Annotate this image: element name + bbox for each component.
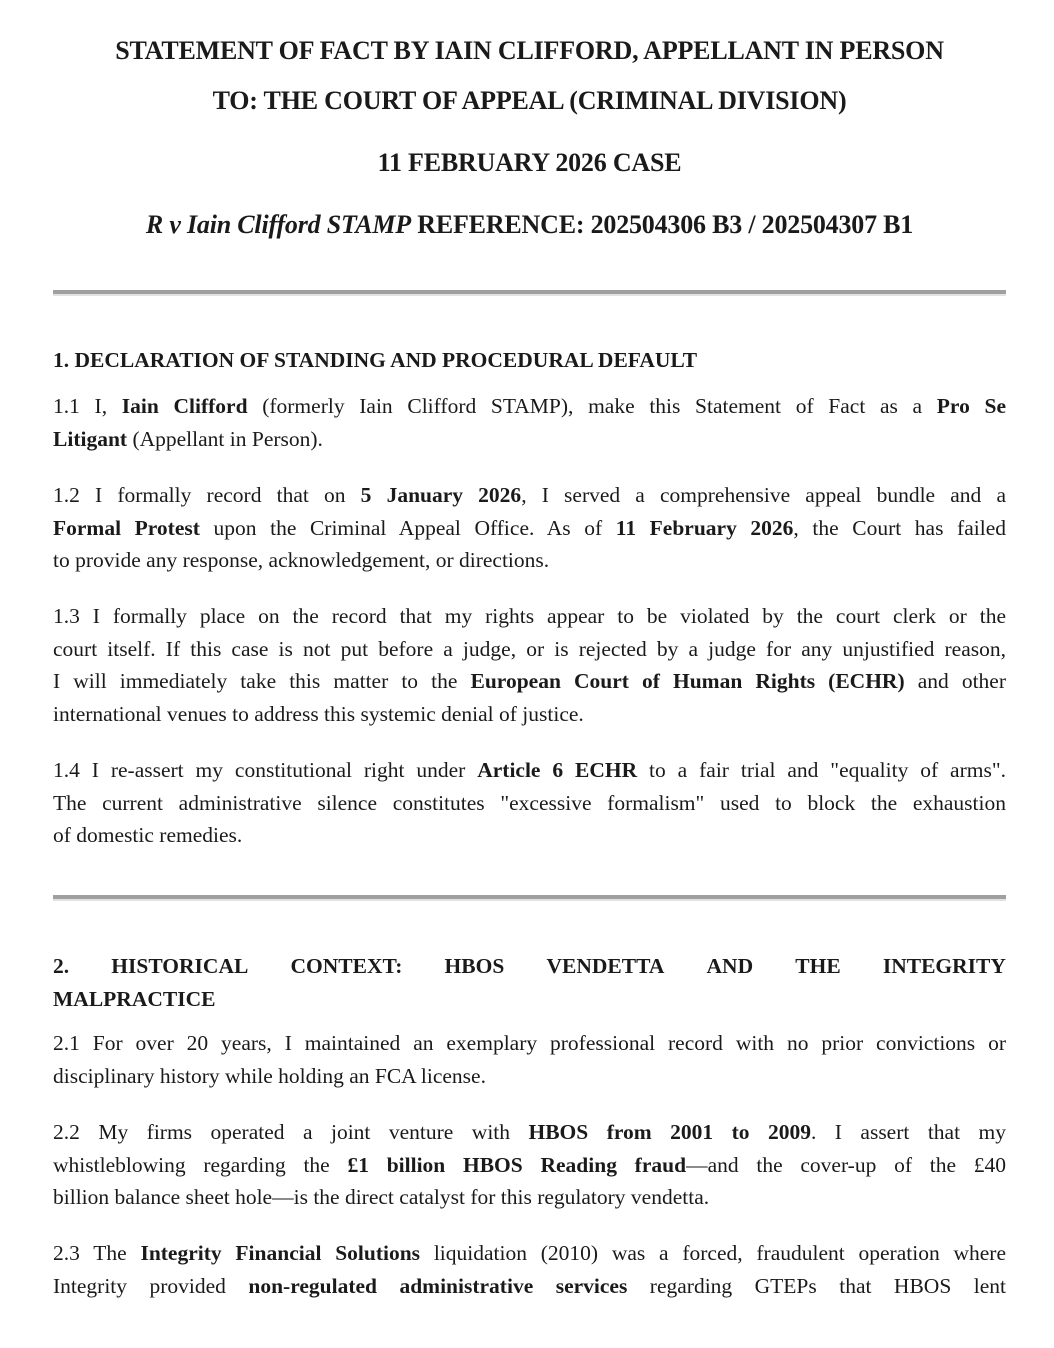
- heading-word: INTEGRITY: [882, 954, 1006, 978]
- section-2-heading: [53, 950, 1006, 1016]
- heading-word: 2.: [53, 954, 70, 978]
- text: 2.3 The: [53, 1241, 141, 1265]
- text: billion balance sheet hole—is the direct catalyst for this regulatory vendetta.: [53, 1185, 710, 1209]
- text: court itself. If this case is not put before a judge, or is rejected by a judge for any unjustified reason,: [53, 636, 1006, 661]
- text: . I assert that my: [810, 1120, 1006, 1144]
- addressee-line: TO: THE COURT OF APPEAL (CRIMINAL DIVISION): [212, 86, 847, 115]
- text: , the Court has failed: [793, 515, 1006, 540]
- bold-text: £1 billion HBOS Reading fraud: [347, 1152, 687, 1177]
- text: disciplinary history while holding an FCA license.: [53, 1063, 486, 1088]
- section-2-heading-line-1: [53, 950, 1006, 983]
- heading-word: CONTEXT:: [290, 954, 403, 978]
- horizontal-divider: [53, 290, 1006, 296]
- bold-text: Integrity Financial Solutions: [140, 1241, 421, 1265]
- case-date-line: 11 FEBRUARY 2026 CASE: [377, 148, 682, 177]
- text: 2.1 For over 20 years, I maintained an exemplary professional record with no prior convictions or: [53, 1031, 1006, 1055]
- text: of domestic remedies.: [53, 823, 243, 847]
- text: international venues to address this systemic denial of justice.: [53, 701, 584, 726]
- text: 1.3 I formally place on the record that my rights appear to be violated by the court clerk or the: [53, 604, 1006, 628]
- document-title: STATEMENT OF FACT BY IAIN CLIFFORD, APPELLANT IN PERSON: [115, 36, 944, 65]
- reference-number: REFERENCE: 202504306 B3 / 202504307 B1: [410, 210, 914, 239]
- bold-text: Formal Protest: [53, 515, 200, 540]
- bold-text: 11 February 2026: [615, 515, 794, 540]
- paragraph-1-3: [53, 600, 1006, 730]
- text: and other: [904, 669, 1007, 693]
- heading-word: VENDETTA: [546, 954, 665, 978]
- bold-text: non-regulated administrative services: [248, 1273, 628, 1298]
- paragraph-2-3: [53, 1237, 1006, 1302]
- heading-word: HBOS: [444, 954, 505, 978]
- bold-text: Litigant: [53, 426, 128, 451]
- text: 1.2 I formally record that on: [53, 483, 361, 507]
- paragraph-1-4: [53, 754, 1006, 852]
- heading-word: THE: [795, 954, 841, 978]
- bold-text: Pro Se: [936, 394, 1006, 418]
- text: liquidation (2010) was a forced, fraudulent operation where: [420, 1241, 1006, 1265]
- paragraph-2-2: [53, 1116, 1006, 1214]
- text: , I served a comprehensive appeal bundle and a: [521, 483, 1006, 507]
- section-2-heading-line-2: MALPRACTICE: [53, 987, 216, 1011]
- paragraph-2-1: [53, 1027, 1006, 1092]
- heading-word: HISTORICAL: [111, 954, 249, 978]
- text: The current administrative silence constitutes "excessive formalism" used to block the exhaustion: [53, 790, 1006, 815]
- paragraph-1-1: [53, 390, 1006, 455]
- section-1-heading: 1. DECLARATION OF STANDING AND PROCEDURAL DEFAULT: [53, 348, 698, 372]
- bold-text: Iain Clifford: [121, 394, 248, 418]
- text: I will immediately take this matter to the: [53, 669, 471, 693]
- text: to a fair trial and "equality of arms".: [637, 758, 1006, 782]
- heading-word: AND: [706, 954, 754, 978]
- text: 2.2 My firms operated a joint venture with: [53, 1120, 529, 1144]
- bold-text: 5 January 2026: [360, 483, 522, 507]
- bold-text: HBOS from 2001 to 2009: [528, 1120, 811, 1144]
- text: —and the cover-up of the £40: [686, 1152, 1006, 1177]
- text: regarding GTEPs that HBOS lent: [627, 1273, 1006, 1298]
- text: whistleblowing regarding the: [53, 1152, 348, 1177]
- case-reference-line: [53, 210, 1006, 240]
- text: 1.1 I,: [53, 394, 122, 418]
- bold-text: Article 6 ECHR: [477, 758, 638, 782]
- text: Integrity provided: [53, 1273, 249, 1298]
- text: upon the Criminal Appeal Office. As of: [199, 515, 616, 540]
- horizontal-divider: [53, 895, 1006, 901]
- paragraph-1-2: [53, 479, 1006, 577]
- case-name: R v Iain Clifford STAMP: [145, 210, 411, 239]
- text: (Appellant in Person).: [127, 426, 323, 451]
- bold-text: European Court of Human Rights (ECHR): [470, 669, 905, 693]
- text: to provide any response, acknowledgement, or directions.: [53, 548, 550, 572]
- text: (formerly Iain Clifford STAMP), make this Statement of Fact as a: [247, 394, 937, 418]
- text: 1.4 I re-assert my constitutional right under: [53, 758, 478, 782]
